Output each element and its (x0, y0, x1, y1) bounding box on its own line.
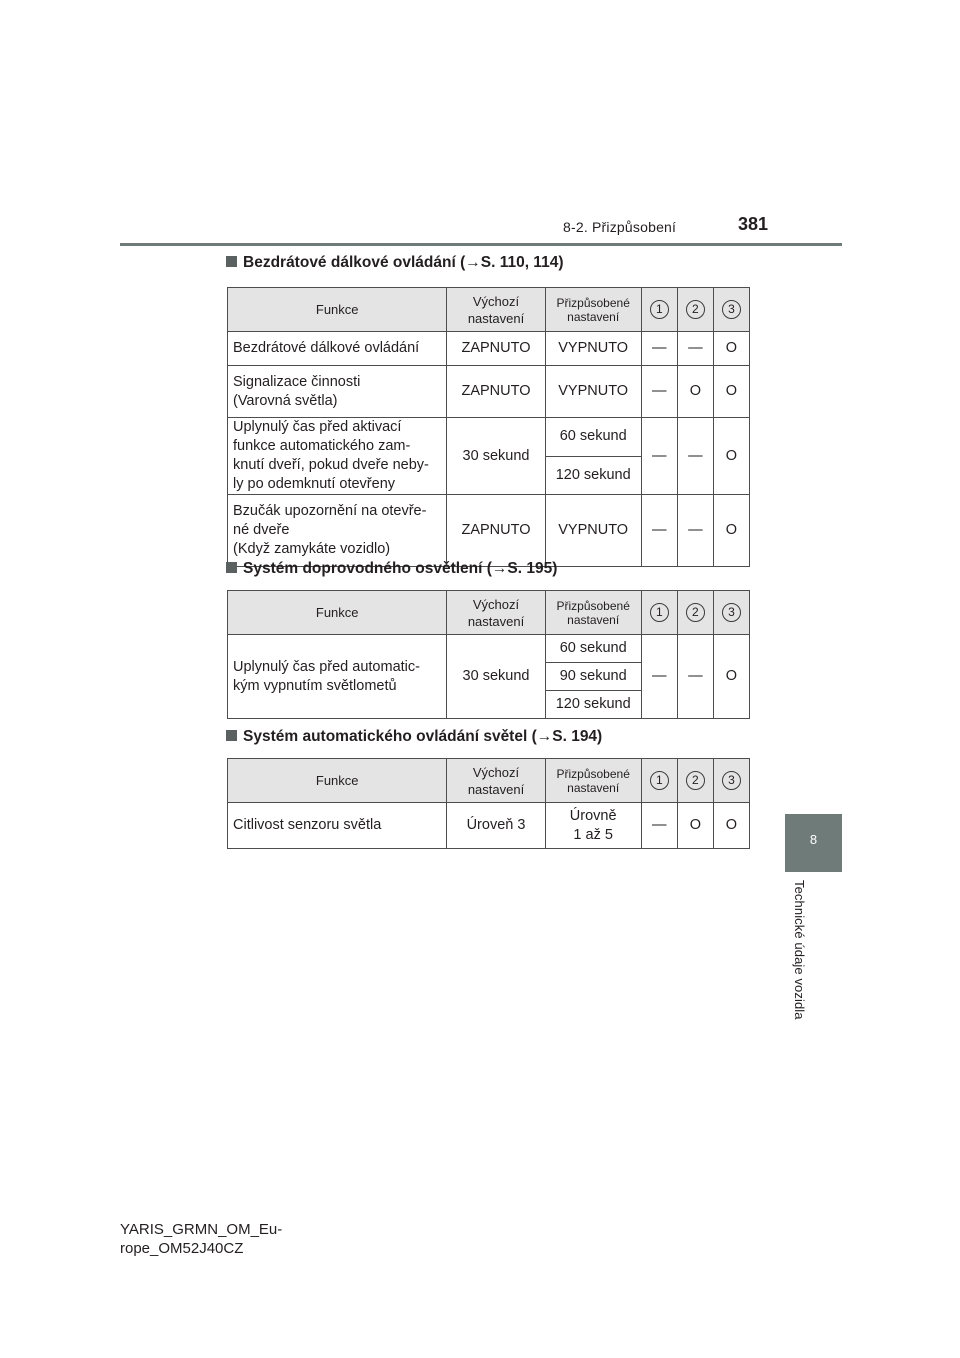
numbered-circle-icon: 2 (686, 771, 705, 790)
footer-line-1: YARIS_GRMN_OM_Eu- (120, 1221, 283, 1238)
cell-prizpusobene: Úrovně 1 až 5 (545, 803, 641, 849)
cell-c2: — (677, 418, 713, 495)
header-prizpusobene: Přizpůsobené nastavení (545, 759, 641, 803)
table-header-row (228, 288, 750, 332)
cell-c2: — (677, 635, 713, 719)
table-row (228, 332, 750, 366)
header-col1 (641, 288, 677, 332)
header-vychozi: Výchozí nastavení (447, 591, 545, 635)
cell-c1: — (641, 635, 677, 719)
cell-prizpusobene: VYPNUTO (545, 332, 641, 366)
heading-square-icon (226, 256, 237, 267)
cell-c1: — (641, 366, 677, 418)
cell-c1: — (641, 803, 677, 849)
page-number: 381 (738, 214, 769, 234)
section-header: 8-2. Přizpůsobení (563, 219, 677, 235)
numbered-circle-icon: 1 (650, 300, 669, 319)
cell-c2: — (677, 495, 713, 567)
cell-c1: — (641, 495, 677, 567)
cell-funkce: Citlivost senzoru světla (228, 803, 447, 849)
cell-vychozi: Úroveň 3 (447, 803, 545, 849)
section-heading (226, 254, 563, 272)
cell-funkce: Bezdrátové dálkové ovládání (228, 332, 447, 366)
section-title: Systém automatického ovládání světel (→S. 194) (243, 728, 603, 745)
table-row (228, 803, 750, 849)
heading-square-icon (226, 562, 237, 573)
footer-code (120, 1220, 282, 1258)
numbered-circle-icon: 1 (650, 603, 669, 622)
header-col3 (713, 591, 749, 635)
header-col1 (641, 591, 677, 635)
cell-vychozi: 30 sekund (447, 418, 545, 495)
cell-prizpusobene: VYPNUTO (545, 495, 641, 567)
numbered-circle-icon: 3 (722, 300, 741, 319)
cell-c2: O (677, 803, 713, 849)
cell-prizpusobene: 120 sekund (545, 456, 641, 495)
cell-prizpusobene: 120 sekund (545, 691, 641, 719)
cell-c3: O (713, 803, 749, 849)
cell-c1: — (641, 332, 677, 366)
numbered-circle-icon: 2 (686, 300, 705, 319)
cell-c3: O (713, 635, 749, 719)
header-prizpusobene: Přizpůsobené nastavení (545, 288, 641, 332)
header-funkce: Funkce (228, 759, 447, 803)
cell-c3: O (713, 366, 749, 418)
section-heading (226, 728, 602, 746)
cell-prizpusobene: 90 sekund (545, 663, 641, 691)
cell-funkce: Signalizace činnosti (Varovná světla) (228, 366, 447, 418)
table-header-row (228, 759, 750, 803)
header-funkce: Funkce (228, 591, 447, 635)
cell-prizpusobene: VYPNUTO (545, 366, 641, 418)
header-vychozi: Výchozí nastavení (447, 759, 545, 803)
settings-table (227, 590, 750, 719)
chapter-tab: 8 (785, 814, 842, 872)
cell-funkce: Bzučák upozornění na otevře- né dveře (Když zamykáte vozidlo) (228, 495, 447, 567)
footer-line-2: rope_OM52J40CZ (120, 1240, 244, 1257)
table-row (228, 635, 750, 663)
cell-c3: O (713, 495, 749, 567)
header-col2 (677, 759, 713, 803)
numbered-circle-icon: 1 (650, 771, 669, 790)
section-title: Bezdrátové dálkové ovládání (→S. 110, 114) (243, 254, 564, 271)
header-col3 (713, 759, 749, 803)
header-rule (120, 243, 842, 246)
table-row (228, 495, 750, 567)
cell-prizpusobene: 60 sekund (545, 635, 641, 663)
cell-funkce: Uplynulý čas před automatic- kým vypnutím světlometů (228, 635, 447, 719)
cell-c3: O (713, 332, 749, 366)
cell-prizpusobene: 60 sekund (545, 418, 641, 457)
header-vychozi: Výchozí nastavení (447, 288, 545, 332)
settings-table (227, 758, 750, 849)
cell-c2: — (677, 332, 713, 366)
chapter-tab-label: Technické údaje vozidla (792, 880, 807, 1020)
numbered-circle-icon: 3 (722, 603, 741, 622)
cell-vychozi: ZAPNUTO (447, 332, 545, 366)
cell-vychozi: ZAPNUTO (447, 366, 545, 418)
settings-table (227, 287, 750, 567)
header-col1 (641, 759, 677, 803)
cell-c3: O (713, 418, 749, 495)
header-col2 (677, 591, 713, 635)
numbered-circle-icon: 3 (722, 771, 741, 790)
cell-funkce: Uplynulý čas před aktivací funkce automatického zam- knutí dveří, pokud dveře neby- ly po odemknutí otevřeny (228, 418, 447, 495)
numbered-circle-icon: 2 (686, 603, 705, 622)
cell-c2: O (677, 366, 713, 418)
header-prizpusobene: Přizpůsobené nastavení (545, 591, 641, 635)
table-header-row (228, 591, 750, 635)
section-heading (226, 560, 557, 578)
section-title: Systém doprovodného osvětlení (→S. 195) (243, 560, 558, 577)
header-col2 (677, 288, 713, 332)
cell-vychozi: 30 sekund (447, 635, 545, 719)
heading-square-icon (226, 730, 237, 741)
table-row (228, 418, 750, 457)
header-col3 (713, 288, 749, 332)
header-funkce: Funkce (228, 288, 447, 332)
cell-vychozi: ZAPNUTO (447, 495, 545, 567)
table-row (228, 366, 750, 418)
cell-c1: — (641, 418, 677, 495)
